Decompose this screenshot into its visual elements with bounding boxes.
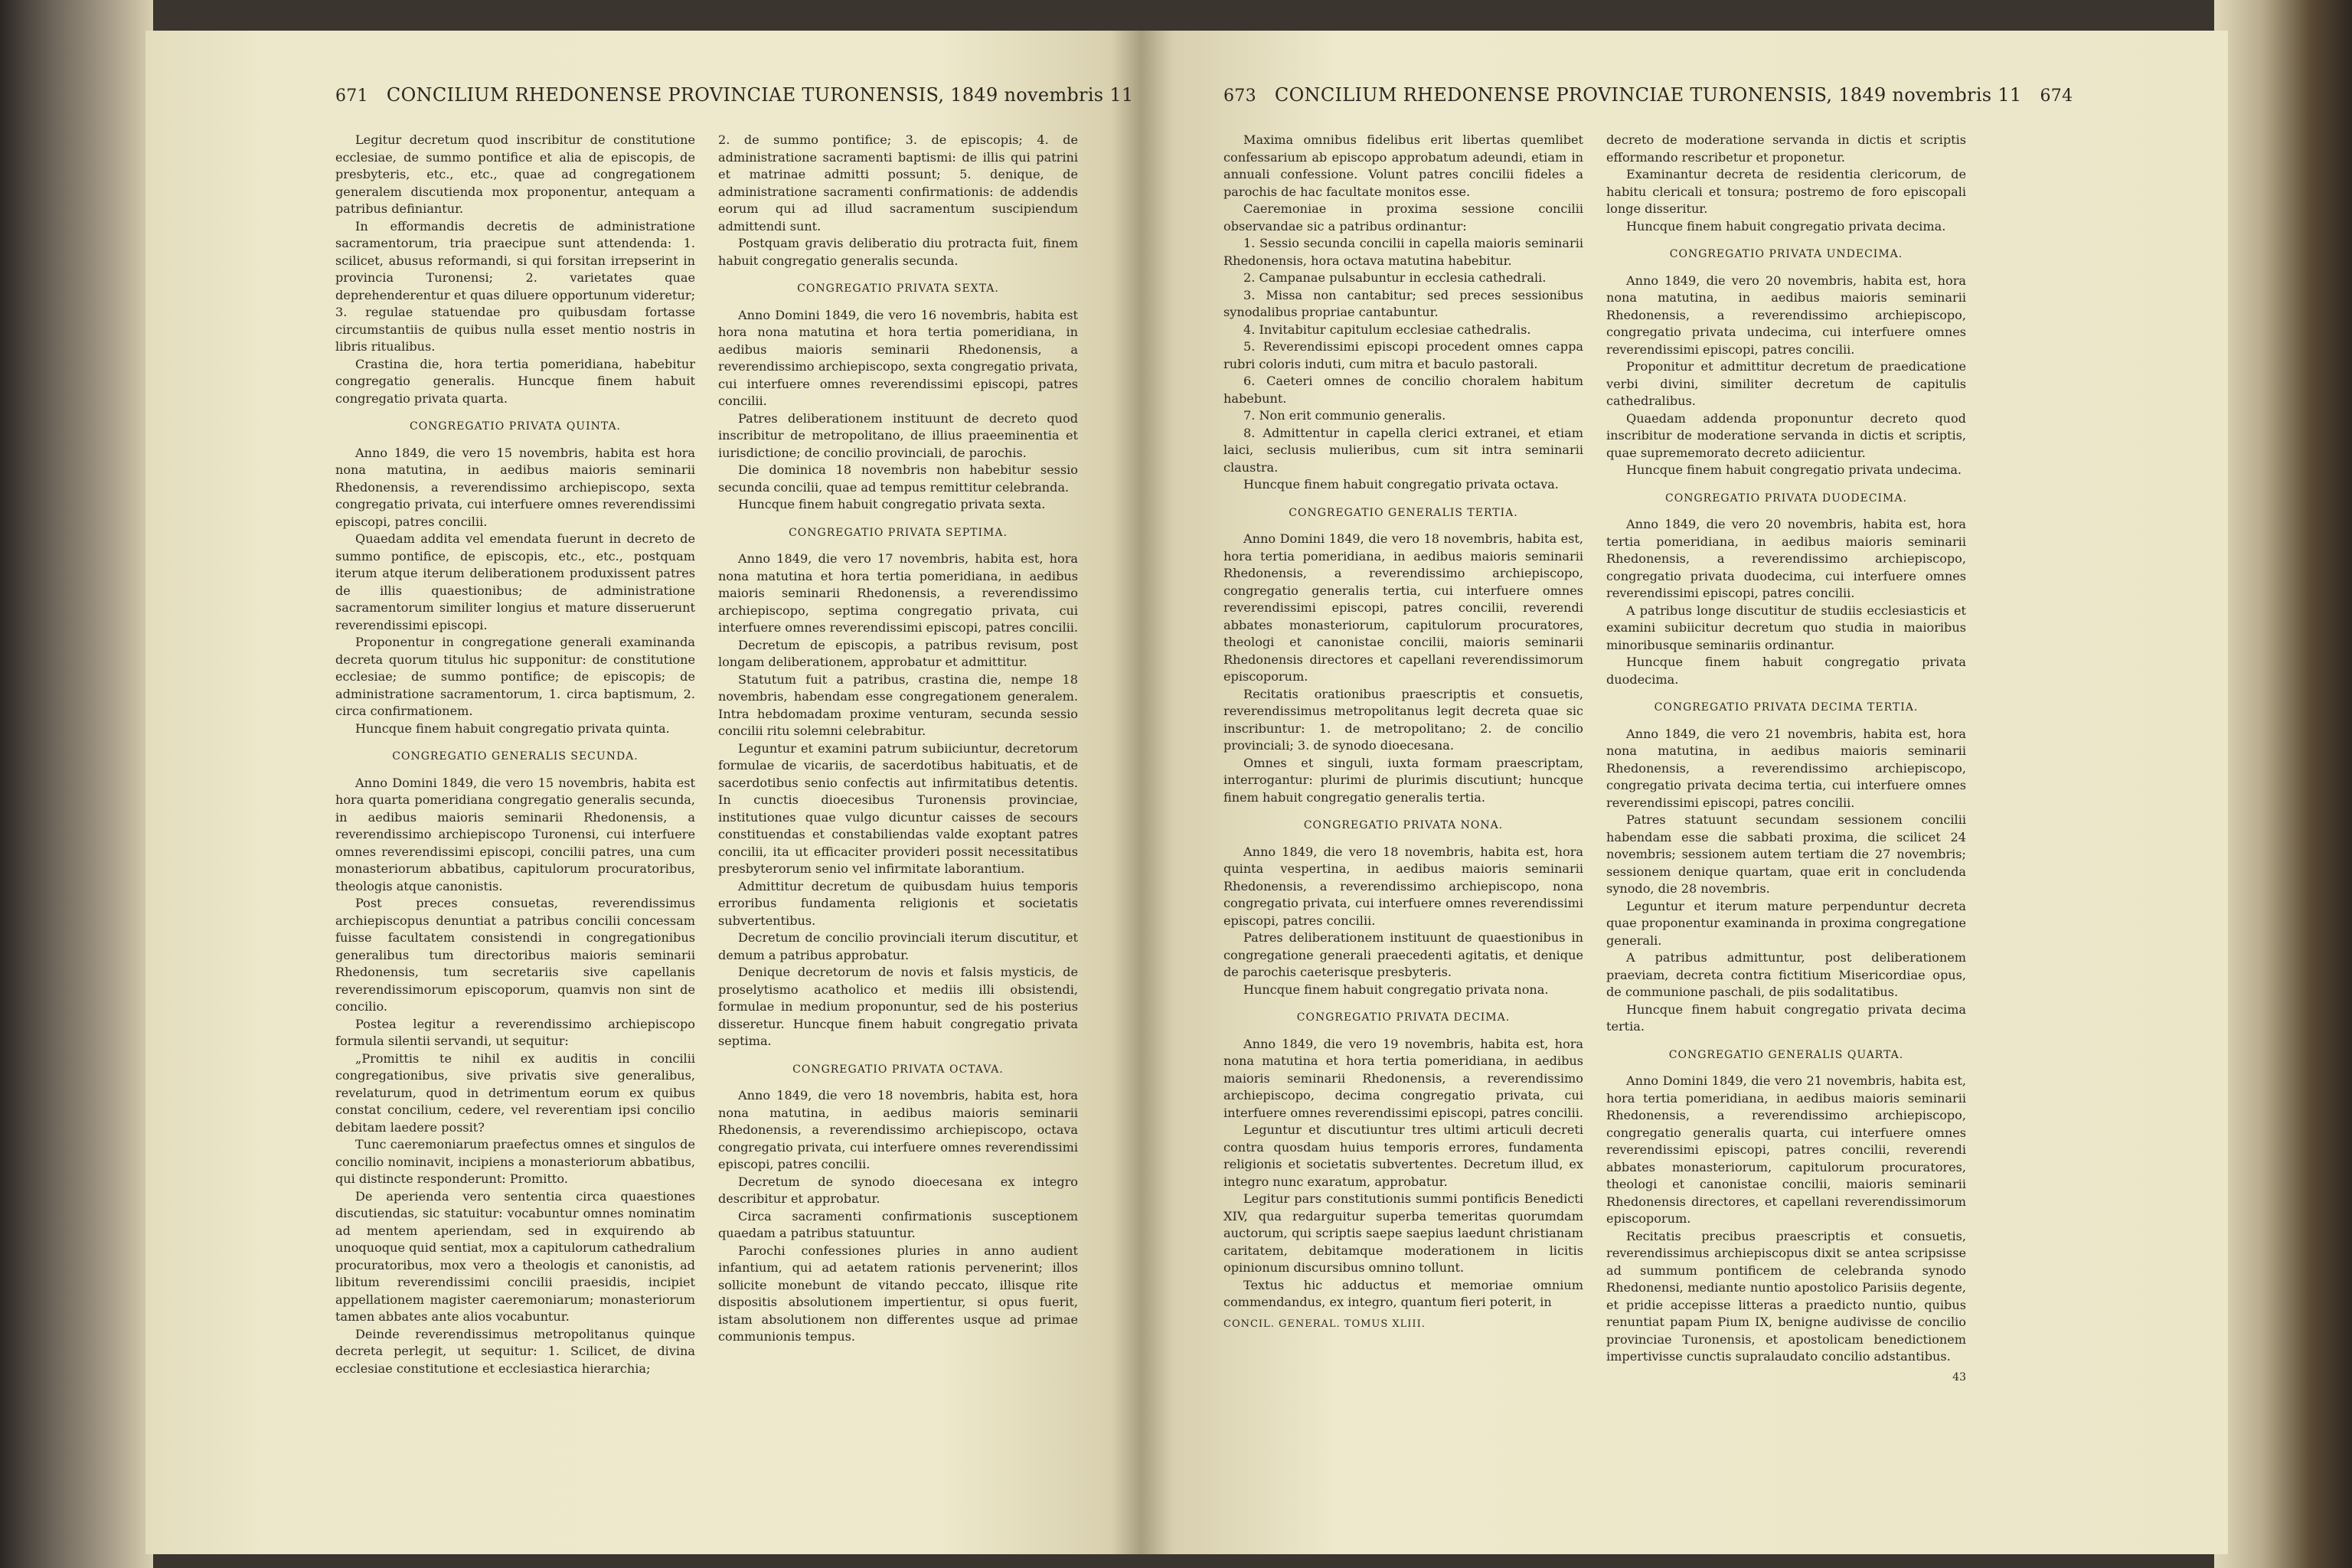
paragraph: Recitatis precibus praescriptis et consuetis, reverendissimus archiepiscopus dixit se antea scripsisse ad summum pontificem de celebranda synodo Rhedonensi, mediante nuntio apostolico Parisiis degente, et pridie accepisse litteras a praedicto nuntio, quibus renuntiat papam Pium IX, benigne audivisse de concilio provinciae Turonensis, et apostolicam benedictionem impertivisse cunctis supralaudato concilio adstantibus. — [1606, 1228, 1966, 1364]
paragraph: De aperienda vero sententia circa quaestiones discutiendas, sic statuitur: vocabuntur omnes nominatim ad mentem aperiendam, sed in exquirendo ab unoquoque quid sentiat, mox a capitulorum cathedralium procuratoribus, mox vero a theologis et canonistis, ad libitum reverendissimi concilii praesidis, incipiet appellationem magister caeremoniarum; monasteriorum tamen abbates ante alios vocabuntur. — [335, 1188, 695, 1324]
paragraph: 2. de summo pontifice; 3. de episcopis; 4. de administratione sacramenti baptismi: de illis qui patrini et matrinae admitti possunt; 5. denique, de administratione sacramenti confirmationis: de addendis eorum qui ad illud sacramentum suscipiendum admittendi sunt. — [718, 132, 1078, 234]
paragraph: Tunc caeremoniarum praefectus omnes et singulos de concilio nominavit, incipiens a monasteriorum abbatibus, qui distincte responderunt: Promitto. — [335, 1137, 695, 1186]
paragraph: Proponentur in congregatione generali examinanda decreta quorum titulus hic supponitur: de constitutione ecclesiae; de summo pontifice; de episcopis; de administratione sacramentorum, 1. circa baptismum, 2. circa confirmationem. — [335, 635, 695, 718]
paragraph: Anno 1849, die vero 20 novembris, habita est, hora tertia pomeridiana, in aedibus maioris seminarii Rhedonensis, a reverendissimo archiepiscopo, congregatio privata duodecima, cui interfuere omnes reverendissimi episcopi, patres concilii. — [1606, 517, 1966, 600]
paragraph: „Promittis te nihil ex auditis in concilii congregationibus, sive privatis sive generalibus, revelaturum, quod in detrimentum eorum ex quibus constat concilium, cedere, vel reverentiam ipsi concilio debitam laedere possit? — [335, 1050, 695, 1135]
paragraph: Examinantur decreta de residentia clericorum, de habitu clericali et tonsura; postremo de foro episcopali longe disseritur. — [1606, 167, 1966, 216]
paragraph: Decretum de episcopis, a patribus revisum, post longam deliberationem, approbatur et admittitur. — [718, 637, 1078, 669]
paragraph: Omnes et singuli, iuxta formam praescriptam, interrogantur: plurimi de plurimis discutiunt; huncque finem habuit congregatio generalis tertia. — [1223, 755, 1583, 805]
right-page-column-1-wrap — [1223, 132, 1583, 1386]
paragraph: Anno 1849, die vero 17 novembris, habita est, hora nona matutina et hora tertia pomeridiana, in aedibus maioris seminarii Rhedonensis, a reverendissimo archiepiscopo, septima congregatio privata, cui interfuere omnes reverendissimi episcopi, patres concilii. — [718, 551, 1079, 635]
paragraph: Huncque finem habuit congregatio privata undecima. — [1626, 462, 1962, 477]
paragraph: 4. Invitabitur capitulum ecclesiae cathedralis. — [1243, 322, 1531, 337]
paragraph: 7. Non erit communio generalis. — [1243, 408, 1446, 423]
paragraph: Huncque finem habuit congregatio privata quinta. — [355, 720, 670, 736]
paragraph: Postea legitur a reverendissimo archiepiscopo formula silentii servandi, ut sequitur: — [335, 1016, 695, 1048]
paragraph: Textus hic adductus et memoriae omnium commendandus, ex integro, quantum fieri poterit, in — [1223, 1277, 1583, 1309]
paragraph: 5. Reverendissimi episcopi procedent omnes cappa rubri coloris induti, cum mitra et baculo pastorali. — [1223, 339, 1583, 371]
paragraph: Patres deliberationem instituunt de decreto quod inscribitur de metropolitano, de illius praeeminentia et iurisdictione; de concilio provinciali, de parochis. — [718, 410, 1078, 460]
book-edge-right — [2214, 0, 2352, 1568]
paragraph: Huncque finem habuit congregatio privata duodecima. — [1606, 655, 1966, 687]
right-page — [1141, 31, 2228, 1554]
paragraph: Leguntur et discutiuntur tres ultimi articuli decreti contra quosdam huius temporis errores, fundamenta religionis et societatis subvertentes. Decretum illud, ex integro nunc exaratum, approbatur. — [1223, 1122, 1583, 1189]
section-heading: CONGREGATIO PRIVATA SEXTA. — [797, 283, 999, 295]
paragraph: A patribus longe discutitur de studiis ecclesiasticis et examini subiicitur decretum quo studia in maioribus minoribusque seminariis ordinantur. — [1606, 603, 1966, 652]
paragraph: Anno Domini 1849, die vero 15 novembris, habita est hora quarta pomeridiana congregatio generalis secunda, in aedibus maioris seminarii Rhedonensis, a reverendissimo archiepiscopo Turonensi, cui interfuere omnes reverendissimi episcopi, concilii patres, una cum monasteriorum abbatibus, capitulorum procuratoribus, theologis atque canonistis. — [335, 775, 695, 893]
paragraph: 1. Sessio secunda concilii in capella maioris seminarii Rhedonensis, hora octava matutina habebitur. — [1223, 236, 1583, 268]
paragraph: Anno Domini 1849, die vero 21 novembris, habita est, hora tertia pomeridiana, in aedibus maioris seminarii Rhedonensis, a reverendissimo archiepiscopo, congregatio generalis quarta, cui interfuere omnes reverendissimi episcopi, patres concilii, reverendi abbates monasteriorum, capitulorum procuratores, theologi et canonistae concilii, maioris seminarii Rhedonensis directores, et capellani reverendissimorum episcoporum. — [1606, 1073, 1966, 1226]
paragraph: Leguntur et iterum mature perpenduntur decreta quae proponentur examinanda in proxima congregatione generali. — [1606, 898, 1966, 948]
section-heading: CONGREGATIO GENERALIS QUARTA. — [1668, 1048, 1904, 1061]
paragraph: Circa sacramenti confirmationis susceptionem quaedam a patribus statuuntur. — [718, 1208, 1078, 1240]
left-page — [145, 31, 1141, 1554]
paragraph: In efformandis decretis de administratione sacramentorum, tria praecipue sunt attendenda: 1. scilicet, abusus reformandi, si qui forsitan irrepserint in provincia Turonensi; 2. varietates quae deprehenderentur et quas diluere opportunum videretur; 3. regulae statuendae pro quibusdam fortasse circumstantiis de quibus nulla esset mentio nostris in libris ritualibus. — [335, 218, 695, 354]
paragraph: 2. Campanae pulsabuntur in ecclesia cathedrali. — [1243, 270, 1547, 285]
paragraph: Huncque finem habuit congregatio privata decima. — [1626, 218, 1946, 234]
paragraph: Anno 1849, die vero 21 novembris, habita est, hora nona matutina, in aedibus maioris seminarii Rhedonensis, a reverendissimo archiepiscopo, congregatio privata decima tertia, cui interfuere omnes reverendissimi episcopi, patres concilii. — [1606, 726, 1966, 810]
paragraph: Leguntur et examini patrum subiiciuntur, decretorum formulae de vicariis, de sacerdotibus habituatis, et de sacerdotibus senio confectis aut infirmitatibus detentis. In cunctis dioecesibus Turonensis provinciae, institutiones quae vulgo dicuntur caisses de secours constituendas et constabiliendas valde exoptant patres concilii, ita ut efficaciter provideri possit necessitatibus presbyterorum senio vel infirmitate laborantium. — [718, 740, 1078, 876]
book-edge-left — [0, 0, 153, 1568]
paragraph: Anno 1849, die vero 20 novembris, habita est, hora nona matutina, in aedibus maioris seminarii Rhedonensis, a reverendissimo archiepiscopo, congregatio privata undecima, cui interfuere omnes reverendissimi episcopi, patres concilii. — [1606, 273, 1966, 357]
paragraph: 6. Caeteri omnes de concilio choralem habitum habebunt. — [1223, 374, 1583, 406]
paragraph: 8. Admittentur in capella clerici extranei, et etiam laici, seclusis mulieribus, cum sit intra seminarii claustra. — [1223, 425, 1583, 475]
paragraph: Admittitur decretum de quibusdam huius temporis erroribus fundamenta religionis et societatis subvertentibus. — [718, 878, 1078, 928]
running-title: CONCILIUM RHEDONENSE PROVINCIAE TURONENSIS, 1849 novembris 11 — [1274, 84, 2022, 106]
paragraph: Huncque finem habuit congregatio privata octava. — [1243, 477, 1559, 492]
page-number-671: 671 — [335, 87, 368, 106]
section-heading: CONGREGATIO PRIVATA QUINTA. — [409, 420, 622, 433]
paragraph: Maxima omnibus fidelibus erit libertas quemlibet confessarium ab episcopo approbatum adeundi, etiam in annuali confessione. Volunt patres concilii fideles a parochis de hac facultate monitos esse. — [1223, 132, 1583, 199]
paragraph: Huncque finem habuit congregatio privata nona. — [1243, 982, 1549, 997]
paragraph: Parochi confessiones pluries in anno audient infantium, qui ad aetatem rationis pervenerint; illos sollicite monebunt de vitando peccato, illisque rite dispositis absolutionem impertientur, si opus fuerit, istam absolutionem non differentes usque ad primae communionis tempus. — [718, 1243, 1078, 1344]
paragraph: Patres deliberationem instituunt de quaestionibus in congregatione generali praecedenti agitatis, et denique de parochis caeterisque presbyteris. — [1223, 930, 1583, 979]
section-heading: CONGREGATIO PRIVATA DECIMA. — [1296, 1011, 1511, 1024]
paragraph: Deinde reverendissimus metropolitanus quinque decreta perlegit, ut sequitur: 1. Scilicet, de divina ecclesiae constitutione et ecclesiastica hierarchia; — [335, 1326, 695, 1376]
running-head-right — [1223, 84, 2073, 106]
paragraph: Legitur decretum quod inscribitur de constitutione ecclesiae, de summo pontifice et alia de episcopis, de presbyteris, etc., etc., quae ad congregationem generalem discutienda mox proponentur, antequam a patribus definiantur. — [335, 132, 695, 216]
left-page-column-2 — [718, 132, 1078, 1377]
running-head-left — [335, 84, 1134, 106]
signature-line: CONCIL. GENERAL. TOMUS XLIII. — [1223, 1318, 1426, 1330]
paragraph: Crastina die, hora tertia pomeridiana, habebitur congregatio generalis. Huncque finem habuit congregatio privata quarta. — [335, 356, 695, 406]
paragraph: Anno Domini 1849, die vero 18 novembris, habita est, hora tertia pomeridiana, in aedibus maioris seminarii Rhedonensis, a reverendissimo archiepiscopo, congregatio generalis tertia, cui interfuere omnes reverendissimi episcopi, patres concilii, reverendi abbates monasteriorum, capitulorum procuratores, theologi et canonistae concilii, maioris seminarii Rhedonensis directores et capellani reverendissimorum episcoporum. — [1223, 531, 1583, 684]
page-number-673: 673 — [1223, 87, 1256, 106]
paragraph: Quaedam addenda proponuntur decreto quod inscribitur de moderatione servanda in dictis et scriptis, quae suprememorato decreto adiicientur. — [1606, 410, 1966, 460]
paragraph: Patres statuunt secundam sessionem concilii habendam esse die sabbati proxima, die scilicet 24 novembris; sessionem autem tertiam die 27 novembris; sessionem denique quartam, quae erit in concludenda synodo, die 28 novembris. — [1606, 812, 1966, 896]
left-page-column-1 — [335, 132, 695, 1377]
paragraph: Legitur pars constitutionis summi pontificis Benedicti XIV, qua redarguitur superba temeritas quorumdam auctorum, qui scriptis saepe saepius laedunt christianam caritatem, debitamque moderationem in licitis opinionum discursibus omnino tollunt. — [1223, 1191, 1583, 1275]
section-heading: CONGREGATIO PRIVATA OCTAVA. — [792, 1063, 1004, 1076]
paragraph: A patribus admittuntur, post deliberationem praeviam, decreta contra fictitium Misericordiae opus, de communione paschali, de piis sodalitatibus. — [1606, 950, 1966, 999]
right-page-column-1 — [1223, 132, 1583, 1312]
paragraph: Post preces consuetas, reverendissimus archiepiscopus denuntiat a patribus concilii concessam fuisse facultatem consistendi in congregationibus generalibus tum directoribus maioris seminarii Rhedonensis, tum secretariis sive capellanis reverendissimorum episcoporum, quamvis non sint de concilio. — [335, 896, 695, 1014]
paragraph: 3. Missa non cantabitur; sed preces sessionibus synodalibus propriae cantabuntur. — [1223, 287, 1583, 319]
section-heading: CONGREGATIO GENERALIS SECUNDA. — [392, 750, 639, 763]
paragraph: Anno 1849, die vero 18 novembris, habita est, hora quinta vespertina, in aedibus maioris seminarii Rhedonensis, a reverendissimo archiepiscopo, nona congregatio privata, cui interfuere omnes reverendissimi episcopi, patres concilii. — [1223, 844, 1583, 928]
section-heading: CONGREGATIO PRIVATA DECIMA TERTIA. — [1654, 701, 1919, 714]
section-heading: CONGREGATIO PRIVATA SEPTIMA. — [789, 526, 1008, 539]
paragraph: Anno 1849, die vero 15 novembris, habita est hora nona matutina, in aedibus maioris seminarii Rhedonensis, a reverendissimo archiepiscopo, sexta congregatio privata, cui interfuere omnes reverendissimi episcopi, patres concilii. — [335, 445, 695, 529]
paragraph: Anno 1849, die vero 19 novembris, habita est, hora nona matutina et hora tertia pomeridiana, in aedibus maioris seminarii Rhedonensis, a reverendissimo archiepiscopo, decima congregatio privata, cui interfuere omnes reverendissimi episcopi, patres concilii. — [1223, 1036, 1584, 1120]
running-title: CONCILIUM RHEDONENSE PROVINCIAE TURONENSIS, 1849 novembris 11 — [386, 84, 1134, 106]
paragraph: Decretum de concilio provinciali iterum discutitur, et demum a patribus approbatur. — [718, 930, 1078, 962]
paragraph: Huncque finem habuit congregatio privata decima tertia. — [1606, 1001, 1966, 1034]
section-heading: CONGREGATIO PRIVATA NONA. — [1303, 819, 1504, 831]
paragraph: Caeremoniae in proxima sessione concilii observandae sic a patribus ordinantur: — [1223, 201, 1583, 234]
section-heading: CONGREGATIO GENERALIS TERTIA. — [1289, 506, 1518, 519]
paragraph: Anno 1849, die vero 18 novembris, habita est, hora nona matutina, in aedibus maioris seminarii Rhedonensis, a reverendissimo archiepiscopo, octava congregatio privata, cui interfuere omnes reverendissimi episcopi, patres concilii. — [718, 1088, 1078, 1171]
page-number-674: 674 — [2040, 87, 2073, 106]
paragraph: Denique decretorum de novis et falsis mysticis, de proselytismo acatholico et mediis illi obsistendi, formulae in medium proponuntur, sed de his posterius disseretur. Huncque finem habuit congregatio privata septima. — [718, 965, 1078, 1048]
right-page-column-2-wrap — [1606, 132, 1966, 1386]
paragraph: Postquam gravis deliberatio diu protracta fuit, finem habuit congregatio generalis secunda. — [718, 236, 1078, 268]
paragraph: Proponitur et admittitur decretum de praedicatione verbi divini, similiter decretum de capitulis cathedralibus. — [1606, 359, 1966, 408]
paragraph: Quaedam addita vel emendata fuerunt in decreto de summo pontifice, de episcopis, etc., etc., postquam iterum atque iterum deliberationem produxissent patres de illis quaestionibus; de administratione sacramentorum similiter longius et mature disseruerunt reverendissimi episcopi. — [335, 531, 695, 632]
section-heading: CONGREGATIO PRIVATA UNDECIMA. — [1669, 248, 1903, 260]
section-heading: CONGREGATIO PRIVATA DUODECIMA. — [1665, 492, 1907, 505]
paragraph: decreto de moderatione servanda in dictis et scriptis efformando rescribetur et proponetur. — [1606, 132, 1966, 165]
paragraph: Recitatis orationibus praescriptis et consuetis, reverendissimus metropolitanus legit decreta quae sic inscribuntur: 1. de metropolitano; 2. de concilio provinciali; 3. de synodo dioecesana. — [1223, 686, 1583, 753]
paragraph: Anno Domini 1849, die vero 16 novembris, habita est hora nona matutina et hora tertia pomeridiana, in aedibus maioris seminarii Rhedonensis, a reverendissimo archiepiscopo, sexta congregatio privata, cui interfuere omnes reverendissimi episcopi, patres concilii. — [718, 307, 1078, 408]
paragraph: Statutum fuit a patribus, crastina die, nempe 18 novembris, habendam esse congregationem generalem. Intra hebdomadam proxime venturam, secunda sessio concilii ritu solemni celebrabitur. — [718, 671, 1078, 738]
paragraph: Die dominica 18 novembris non habebitur sessio secunda concilii, quae ad tempus remittitur celebranda. — [718, 462, 1078, 495]
paragraph: Decretum de synodo dioecesana ex integro describitur et approbatur. — [718, 1174, 1078, 1206]
paragraph: Huncque finem habuit congregatio privata sexta. — [738, 497, 1046, 511]
right-page-column-2 — [1606, 132, 1966, 1366]
signature-number: 43 — [1952, 1370, 1966, 1383]
